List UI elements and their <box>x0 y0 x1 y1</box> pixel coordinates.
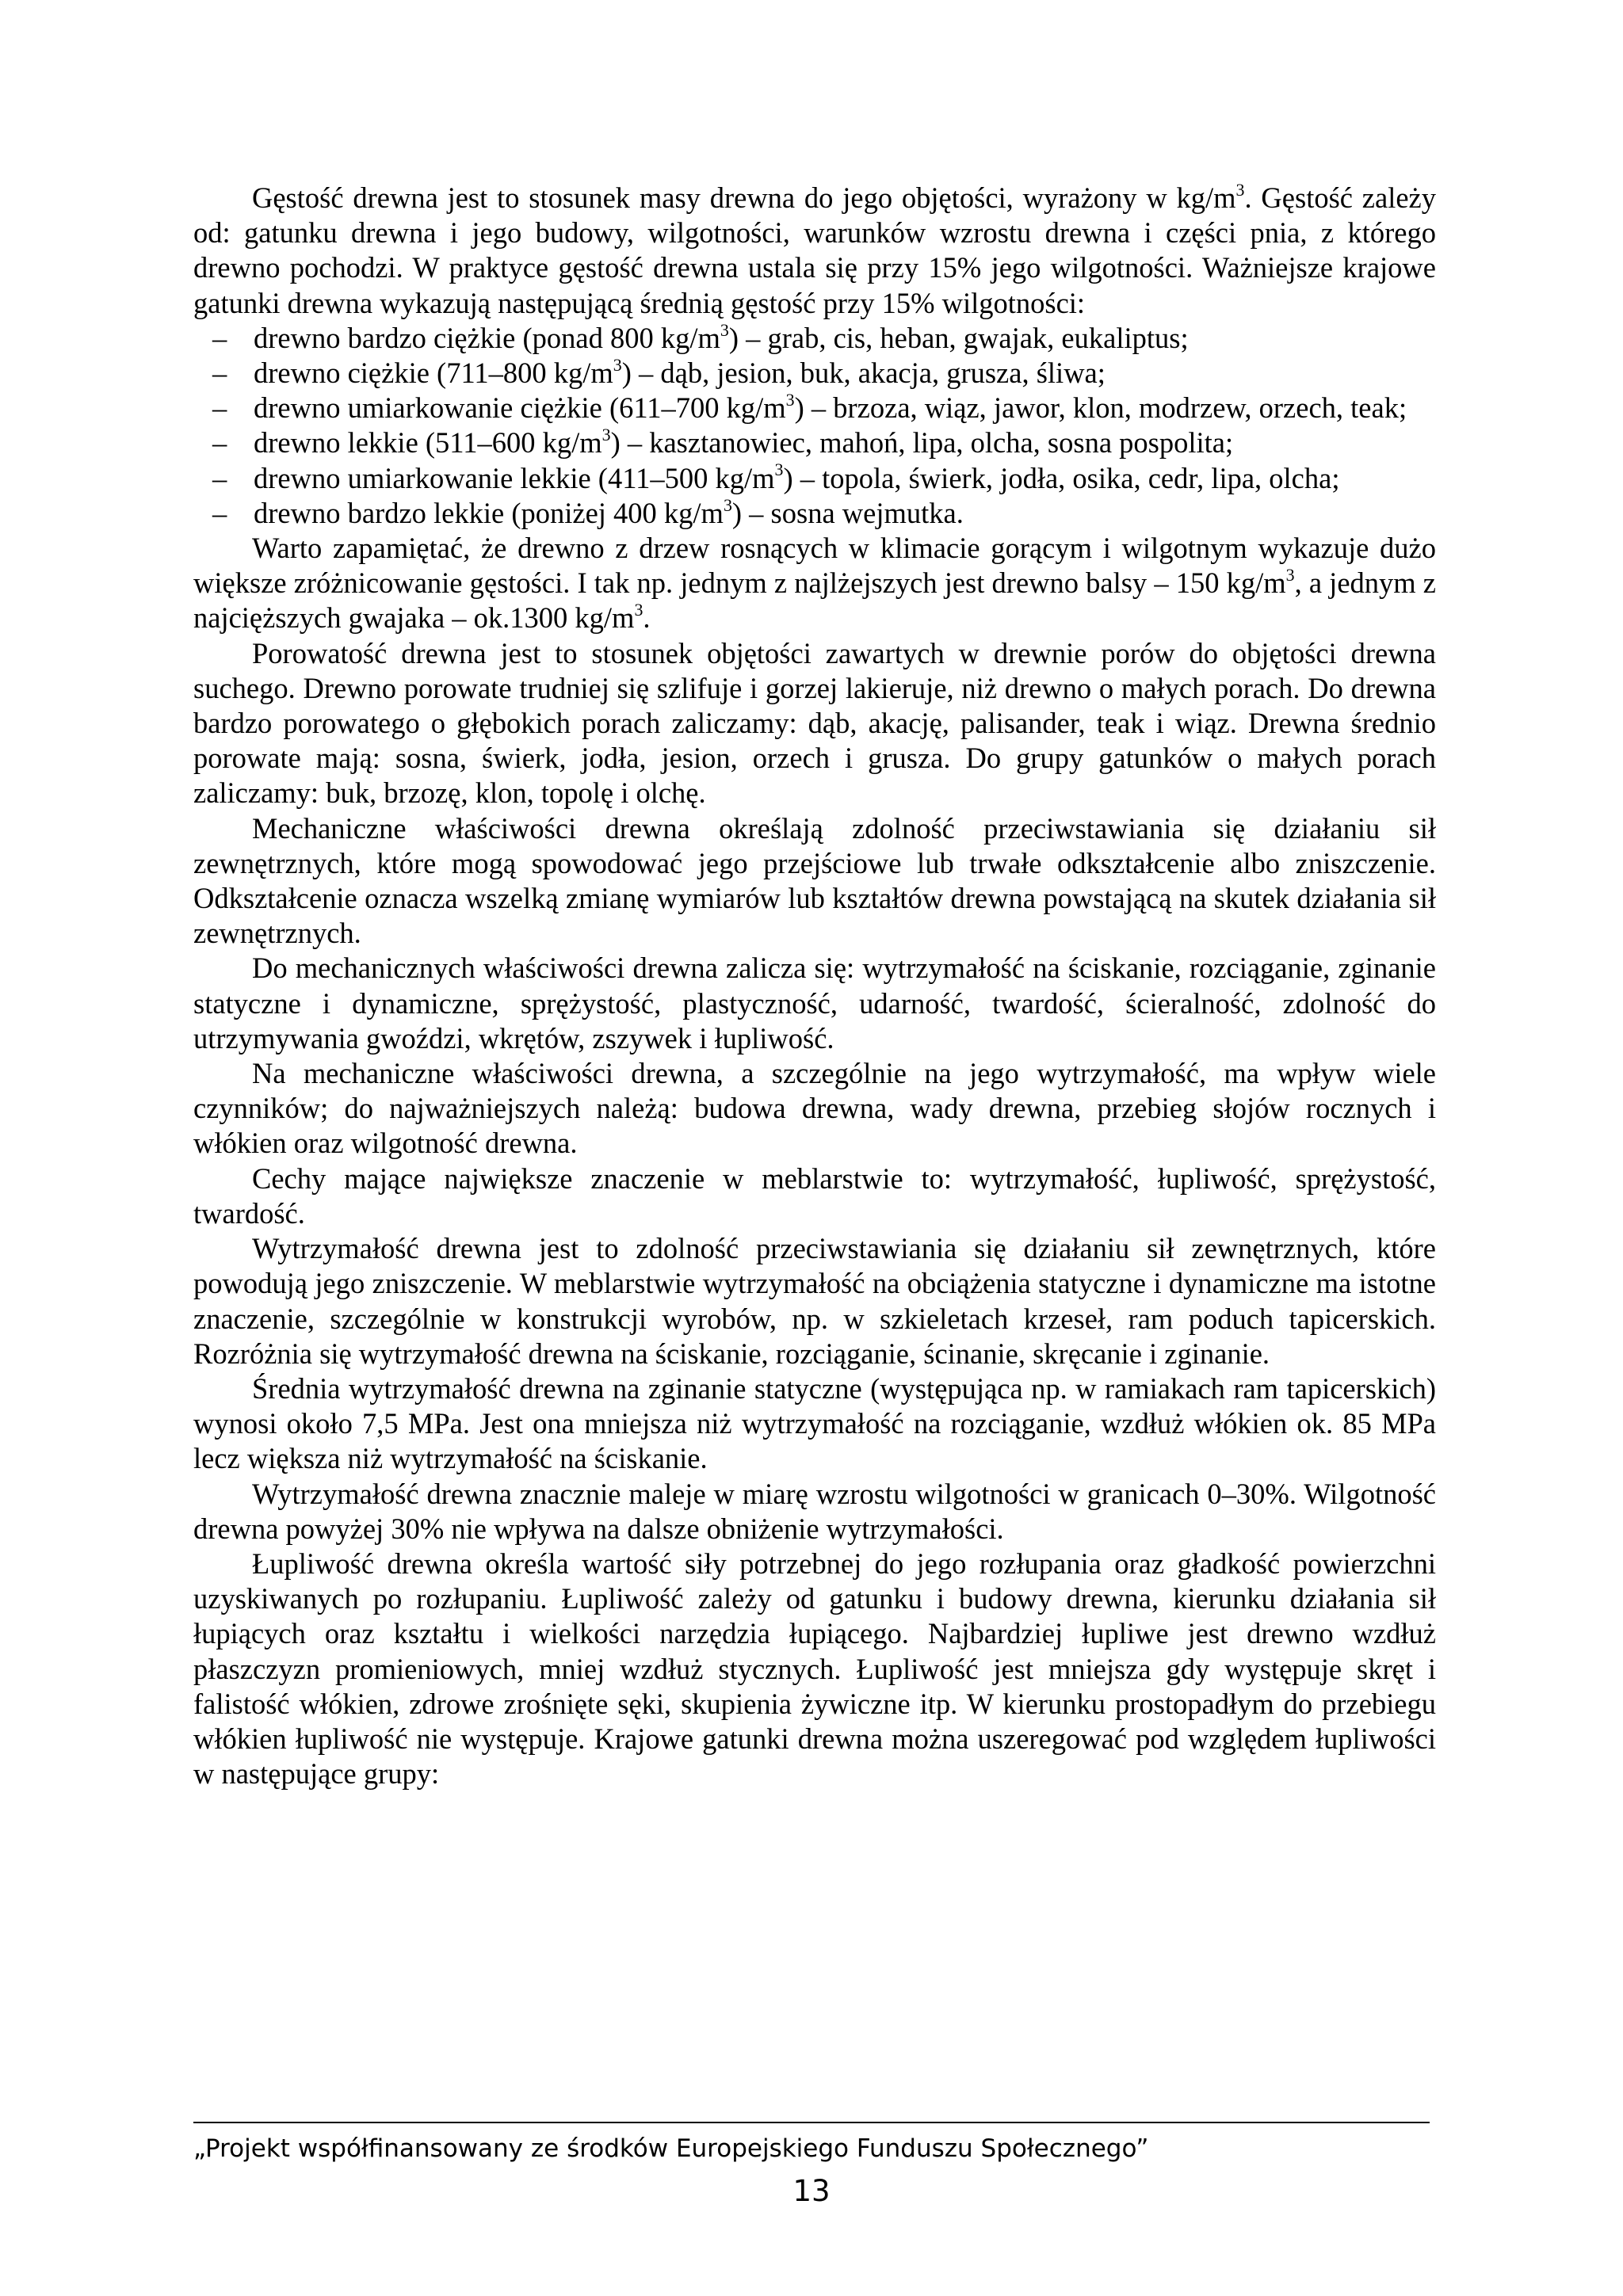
paragraph-text: Warto zapamiętać, że drewno z drzew rosnących w klimacie gorącym i wilgotnym wykazuje dużo większe zróżnicowanie gęstości. I tak np. jednym z najlżejszych jest drewno balsy – 150 kg/m <box>193 532 1436 600</box>
dash-bullet: – <box>212 461 227 494</box>
body-text <box>193 181 1436 1791</box>
paragraph-text: Gęstość drewna jest to stosunek masy drewna do jego objętości, wyrażony w kg/m <box>252 181 1236 214</box>
list-item-text: ) – sosna wejmutka. <box>731 496 964 529</box>
list-item <box>193 321 1436 356</box>
superscript: 3 <box>634 600 643 620</box>
list-item-text: ) – grab, cis, heban, gwajak, eukaliptus; <box>728 321 1189 354</box>
footer-divider <box>193 2122 1430 2123</box>
list-item <box>193 425 1436 460</box>
list-item-text: drewno bardzo lekkie (poniżej 400 kg/m <box>254 496 724 529</box>
superscript: 3 <box>601 425 611 445</box>
list-item <box>193 461 1436 496</box>
paragraph-strength: Wytrzymałość drewna jest to zdolność przeciwstawiania się działaniu sił zewnętrznych, które powodują jego zniszczenie. W meblarstwie wytrzymałość na obciążenia statyczne i dynamiczne ma istotne znaczenie, szczególnie w konstrukcji wyrobów, np. w szkieletach krzeseł, ram poduch tapicerskich. Rozróżnia się wytrzymałość drewna na ściskanie, rozciąganie, ścinanie, skręcanie i zginanie. <box>193 1232 1436 1370</box>
dash-bullet: – <box>212 426 227 460</box>
paragraph-porosity: Porowatość drewna jest to stosunek objętości zawartych w drewnie porów do objętości drewna suchego. Drewno porowate trudniej się szlifuje i gorzej lakieruje, niż drewno o małych porach. Do drewna bardzo porowatego o głębokich porach zaliczamy: dąb, akację, palisander, teak i wiąz. Drewna średnio porowate mają: sosna, świerk, jodła, jesion, orzech i grusza. Do grupy gatunków o małych porach zaliczamy: buk, brzozę, klon, topolę i olchę. <box>193 636 1436 810</box>
paragraph-balsa <box>193 531 1436 636</box>
superscript: 3 <box>1285 565 1295 585</box>
paragraph-density <box>193 181 1436 321</box>
list-item-text: drewno bardzo ciężkie (ponad 800 kg/m <box>254 321 720 354</box>
superscript: 3 <box>774 460 784 480</box>
superscript: 3 <box>613 354 622 375</box>
page-number: 13 <box>792 2174 831 2208</box>
list-item-text: ) – brzoza, wiąz, jawor, klon, modrzew, orzech, teak; <box>794 391 1407 425</box>
superscript: 3 <box>720 319 729 340</box>
paragraph-text: . Gęstość zależy od: gatunku drewna i jego budowy, wilgotności, warunków wzrostu drewna i części pnia, z którego drewno pochodzi. W praktyce gęstość drewna ustala się przy 15% jego wilgotności. Ważniejsze krajowe gatunki drewna wykazują następującą średnią gęstość przy 15% wilgotności: <box>193 181 1436 319</box>
list-item-text: ) – topola, świerk, jodła, osika, cedr, lipa, olcha; <box>783 461 1340 494</box>
list-item-text: drewno ciężkie (711–800 kg/m <box>254 357 613 390</box>
superscript: 3 <box>723 494 732 515</box>
footer-funding-note: „Projekt współfinansowany ze środków Europejskiego Funduszu Społecznego” <box>193 2134 1149 2163</box>
density-list <box>193 321 1436 531</box>
paragraph-cleavability: Łupliwość drewna określa wartość siły potrzebnej do jego rozłupania oraz gładkość powierzchni uzyskiwanych po rozłupaniu. Łupliwość zależy od gatunku i budowy drewna, kierunku działania sił łupiących oraz kształtu i wielkości narzędzia łupiącego. Najbardziej łupliwe jest drewno wzdłuż płaszczyzn promieniowych, mniej wzdłuż stycznych. Łupliwość jest mniejsza gdy występuje skręt i falistość włókien, zdrowe zrośnięte sęki, skupienia żywiczne itp. W kierunku prostopadłym do przebiegu włókien łupliwość nie występuje. Krajowe gatunki drewna można uszeregować pod względem łupliwości w następujące grupy: <box>193 1547 1436 1791</box>
list-item-text: ) – dąb, jesion, buk, akacja, grusza, śliwa; <box>621 357 1106 390</box>
list-item-text: drewno lekkie (511–600 kg/m <box>254 426 602 460</box>
list-item-text: ) – kasztanowiec, mahoń, lipa, olcha, sosna pospolita; <box>610 426 1234 460</box>
list-item-text: drewno umiarkowanie ciężkie (611–700 kg/m <box>254 391 786 425</box>
dash-bullet: – <box>212 357 227 390</box>
list-item <box>193 356 1436 391</box>
paragraph-text: , a jednym z najcięższych gwajaka – ok.1300 kg/m <box>193 566 1436 635</box>
dash-bullet: – <box>212 391 227 425</box>
paragraph-text: . <box>643 601 651 635</box>
paragraph-factors: Na mechaniczne właściwości drewna, a szczególnie na jego wytrzymałość, ma wpływ wiele czynników; do najważniejszych należą: budowa drewna, wady drewna, przebieg słojów rocznych i włókien oraz wilgotność drewna. <box>193 1057 1436 1160</box>
paragraph-mechanical-list: Do mechanicznych właściwości drewna zalicza się: wytrzymałość na ściskanie, rozciąganie, zginanie statyczne i dynamiczne, sprężystość, plastyczność, udarność, twardość, ścieralność, zdolność do utrzymywania gwoździ, wkrętów, zszywek i łupliwość. <box>193 952 1436 1055</box>
paragraph-key-features: Cechy mające największe znaczenie w meblarstwie to: wytrzymałość, łupliwość, sprężystość, twardość. <box>193 1161 1436 1230</box>
superscript: 3 <box>785 390 795 410</box>
list-item <box>193 391 1436 425</box>
list-item-text: drewno umiarkowanie lekkie (411–500 kg/m <box>254 461 775 494</box>
paragraph-mechanical-properties: Mechaniczne właściwości drewna określają zdolność przeciwstawiania się działaniu sił zewnętrznych, które mogą spowodować jego przejściowe lub trwałe odkształcenie albo zniszczenie. Odkształcenie oznacza wszelką zmianę wymiarów lub kształtów drewna powstającą na skutek działania sił zewnętrznych. <box>193 811 1436 950</box>
paragraph-moisture-effect: Wytrzymałość drewna znacznie maleje w miarę wzrostu wilgotności w granicach 0–30%. Wilgotność drewna powyżej 30% nie wpływa na dalsze obniżenie wytrzymałości. <box>193 1477 1436 1545</box>
dash-bullet: – <box>212 321 227 354</box>
dash-bullet: – <box>212 496 227 529</box>
superscript: 3 <box>1235 179 1245 200</box>
list-item <box>193 496 1436 531</box>
paragraph-bending-strength: Średnia wytrzymałość drewna na zginanie statyczne (występująca np. w ramiakach ram tapicerskich) wynosi około 7,5 MPa. Jest ona mniejsza niż wytrzymałość na rozciąganie, wzdłuż włókien ok. 85 MPa lecz większa niż wytrzymałość na ściskanie. <box>193 1371 1436 1475</box>
